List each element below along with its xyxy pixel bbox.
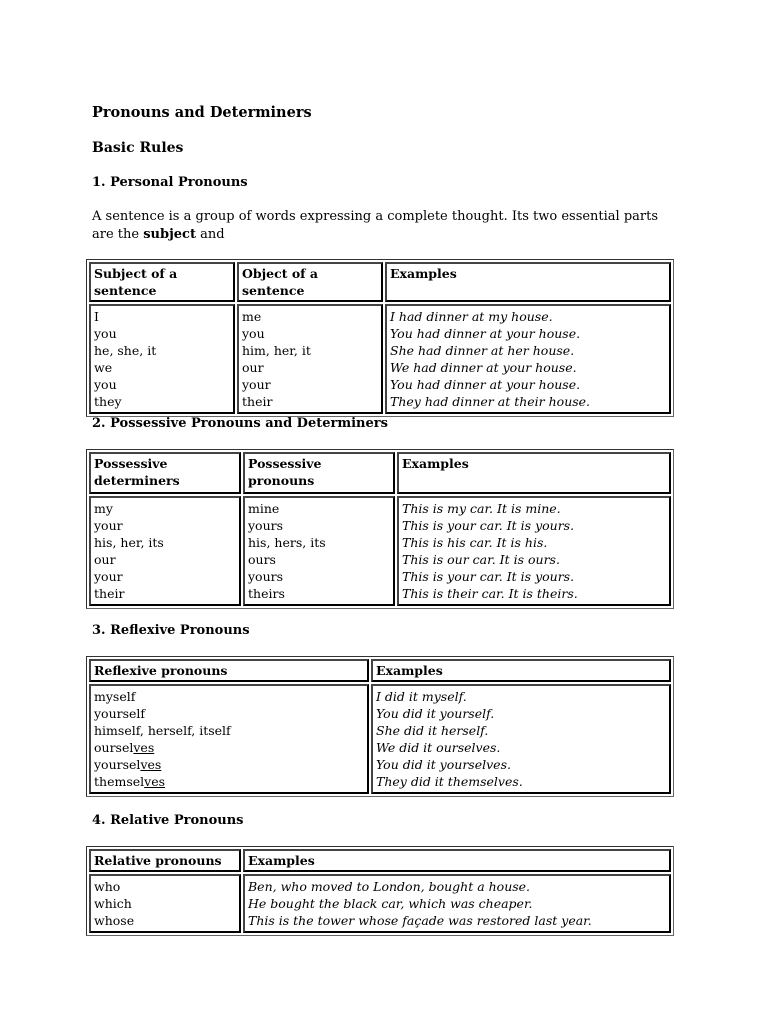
example-sentence: They did it themselves. [376, 774, 523, 789]
list-item: yours [248, 518, 284, 533]
header-cell: Relative pronouns [89, 849, 241, 872]
list-item: their [94, 586, 125, 601]
example-sentence: You did it yourself. [376, 706, 495, 721]
underlined-suffix: ves [140, 757, 162, 772]
example-sentence: I had dinner at my house. [390, 309, 553, 324]
list-item: him, her, it [242, 343, 311, 358]
example-sentence: This is our car. It is ours. [402, 552, 560, 567]
list-item: your [242, 377, 271, 392]
list-item: which [94, 896, 132, 911]
list-item: ours [248, 552, 276, 567]
header-cell: Subject of a sentence [89, 262, 235, 302]
list-item: whose [94, 913, 135, 928]
example-sentence: He bought the black car, which was cheaper. [248, 896, 533, 911]
table-body-row [89, 496, 671, 606]
header-cell: Examples [371, 659, 671, 682]
list-item: your [94, 518, 123, 533]
list-item: you [94, 377, 117, 392]
example-sentence: She did it herself. [376, 723, 489, 738]
examples-cell [243, 874, 671, 933]
page-title: Pronouns and Determiners [92, 104, 312, 121]
list-item: we [94, 360, 113, 375]
list-item: me [242, 309, 262, 324]
list-item: himself, herself, itself [94, 723, 231, 738]
intro-text-after: and [195, 227, 225, 242]
example-sentence: This is his car. It is his. [402, 535, 548, 550]
header-cell: Examples [243, 849, 671, 872]
table-body-row [89, 874, 671, 933]
list-item: his, her, its [94, 535, 164, 550]
word-stem: oursel [94, 740, 134, 755]
page-subtitle: Basic Rules [92, 140, 184, 156]
list-item: your [94, 569, 123, 584]
example-sentence: This is the tower whose façade was restored last year. [248, 913, 592, 928]
underlined-suffix: ves [144, 774, 166, 789]
column-cell [89, 304, 235, 414]
underlined-suffix: ves [133, 740, 155, 755]
list-item [94, 739, 364, 756]
header-cell: Reflexive pronouns [89, 659, 369, 682]
table-reflexive [86, 656, 674, 797]
table-personal-pronouns [86, 259, 674, 417]
list-item: myself [94, 689, 136, 704]
examples-cell [397, 496, 671, 606]
table-relative [86, 846, 674, 936]
examples-cell [385, 304, 671, 414]
column-cell [89, 684, 369, 794]
list-item: you [94, 326, 117, 341]
table-body-row [89, 304, 671, 414]
list-item: theirs [248, 586, 285, 601]
word-stem: yoursel [94, 757, 141, 772]
intro-paragraph [92, 208, 682, 244]
example-sentence: Ben, who moved to London, bought a house. [248, 879, 531, 894]
example-sentence: You had dinner at your house. [390, 377, 581, 392]
list-item: he, she, it [94, 343, 157, 358]
list-item: I [94, 309, 99, 324]
list-item: their [242, 394, 273, 409]
example-sentence: We had dinner at your house. [390, 360, 577, 375]
example-sentence: She had dinner at her house. [390, 343, 575, 358]
intro-text-bold: subject [143, 227, 196, 242]
example-sentence: This is my car. It is mine. [402, 501, 561, 516]
list-item: you [242, 326, 265, 341]
section-heading-relative: 4. Relative Pronouns [92, 813, 244, 828]
example-sentence: You had dinner at your house. [390, 326, 581, 341]
header-cell: Examples [397, 452, 671, 494]
example-sentence: This is their car. It is theirs. [402, 586, 578, 601]
table-header-row [89, 262, 671, 302]
table-possessive [86, 449, 674, 609]
example-sentence: You did it yourselves. [376, 757, 511, 772]
list-item: who [94, 879, 121, 894]
word-stem: themsel [94, 774, 145, 789]
list-item: yours [248, 569, 284, 584]
section-heading-possessive: 2. Possessive Pronouns and Determiners [92, 416, 388, 431]
list-item [94, 773, 364, 790]
examples-cell [371, 684, 671, 794]
column-cell [237, 304, 383, 414]
example-sentence: This is your car. It is yours. [402, 569, 575, 584]
column-cell [89, 874, 241, 933]
intro-text-before: A sentence is a group of words expressing a complete thought. Its two essential parts are the [92, 209, 659, 242]
table-body-row [89, 684, 671, 794]
example-sentence: They had dinner at their house. [390, 394, 591, 409]
header-cell: Possessive pronouns [243, 452, 395, 494]
list-item: his, hers, its [248, 535, 326, 550]
section-heading-reflexive: 3. Reflexive Pronouns [92, 623, 250, 638]
column-cell [89, 496, 241, 606]
table-header-row [89, 849, 671, 872]
header-cell: Possessive determiners [89, 452, 241, 494]
table-header-row [89, 659, 671, 682]
list-item: our [94, 552, 116, 567]
table-header-row [89, 452, 671, 494]
list-item: mine [248, 501, 280, 516]
list-item: our [242, 360, 264, 375]
header-cell: Examples [385, 262, 671, 302]
example-sentence: I did it myself. [376, 689, 467, 704]
column-cell [243, 496, 395, 606]
example-sentence: This is your car. It is yours. [402, 518, 575, 533]
list-item: they [94, 394, 122, 409]
list-item: my [94, 501, 113, 516]
list-item [94, 756, 364, 773]
section-heading-personal: 1. Personal Pronouns [92, 175, 248, 190]
example-sentence: We did it ourselves. [376, 740, 501, 755]
list-item: yourself [94, 706, 146, 721]
header-cell: Object of a sentence [237, 262, 383, 302]
